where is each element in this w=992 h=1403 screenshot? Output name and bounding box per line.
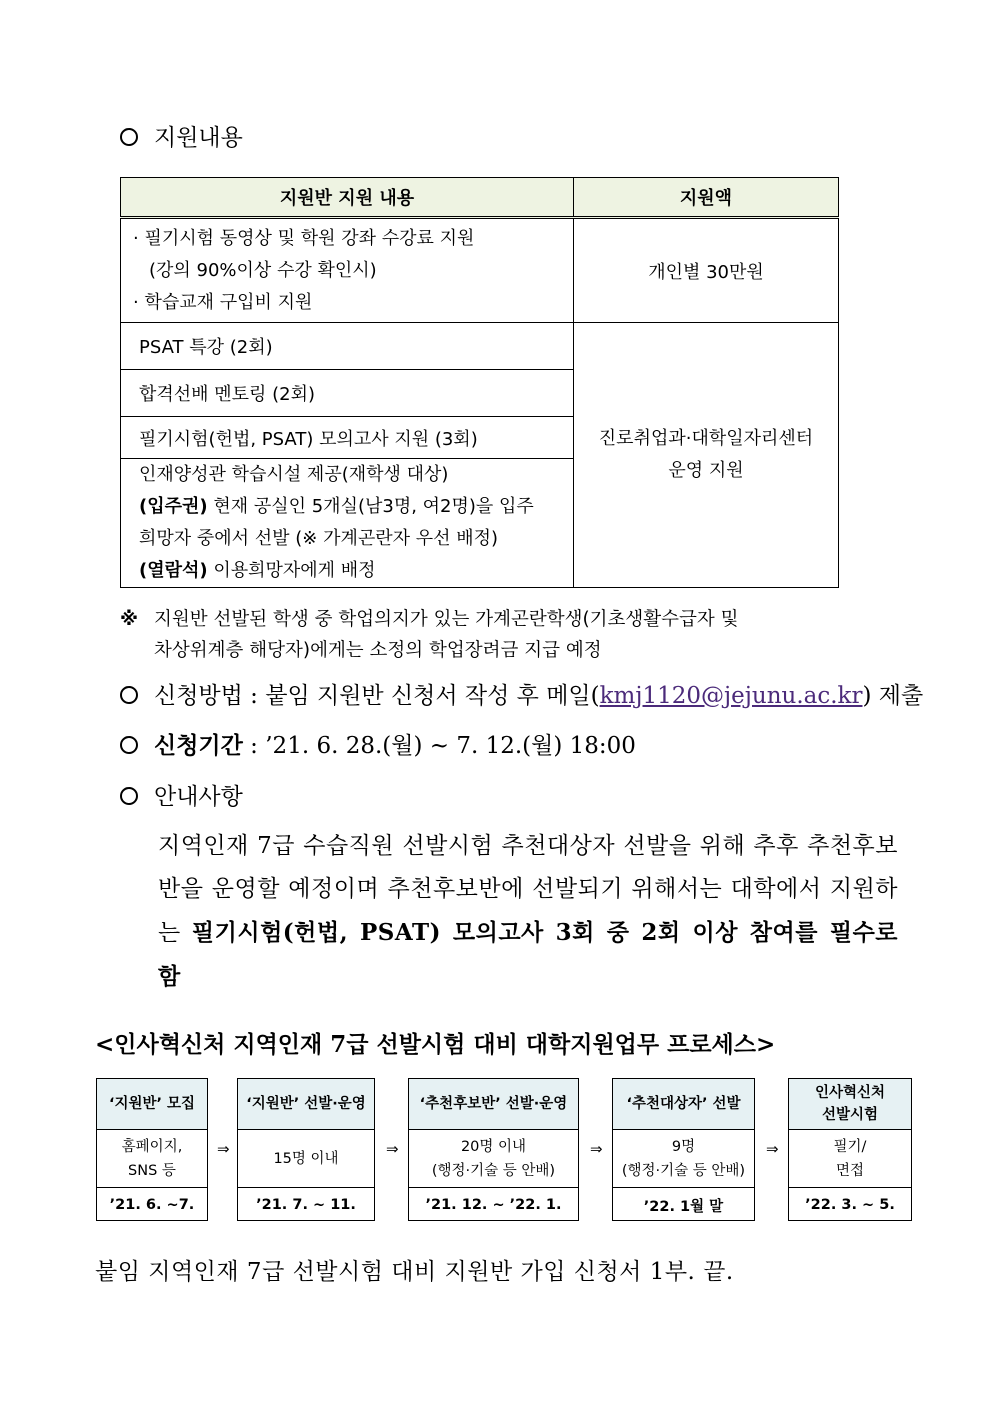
- row1-content: [121, 218, 574, 323]
- header-amount: 지원액: [574, 178, 839, 218]
- step-head: ‘추천대상자’ 선발: [613, 1079, 754, 1130]
- section-support-heading: [120, 123, 243, 153]
- step-head: ‘지원반’ 모집: [97, 1079, 207, 1130]
- row1-line: · 학습교재 구입비 지원: [133, 291, 313, 313]
- facility-line: [139, 491, 559, 523]
- section-title: 지원내용: [154, 125, 243, 151]
- row1-line: (강의 90%이상 수강 확인시): [149, 259, 377, 281]
- step-body-line: (행정·기술 등 안배): [431, 1162, 556, 1179]
- guide-heading: [120, 782, 243, 812]
- step-body-line: 20명 이내: [460, 1138, 527, 1155]
- process-step-candidate-class: [408, 1078, 579, 1221]
- right-arrow-icon: ⇒: [217, 1140, 230, 1158]
- row-mentoring: 합격선배 멘토링 (2회): [121, 370, 574, 417]
- guide-emphasis: 필기시험(헌법, PSAT) 모의고사 3회 중 2회 이상 참여를 필수로 함: [158, 919, 899, 990]
- step-body: [789, 1130, 911, 1188]
- step-body-line: 필기/: [833, 1138, 867, 1155]
- circle-bullet-icon: [120, 787, 138, 805]
- step-body: [613, 1130, 754, 1188]
- facility-line: 희망자 중에서 선발 (※ 가계곤란자 우선 배정): [139, 528, 499, 549]
- note-mark: ※: [120, 609, 138, 630]
- process-title: <인사혁신처 지역인재 7급 선발시험 대비 대학지원업무 프로세스>: [95, 1031, 776, 1058]
- step-head: 인사혁신처 선발시험: [789, 1079, 911, 1130]
- process-step-recruit: [96, 1078, 208, 1221]
- header-content: 지원반 지원 내용: [121, 178, 574, 218]
- step-body: [238, 1130, 374, 1188]
- apply-method: [120, 681, 923, 711]
- merged-amount-line: 운영 지원: [668, 460, 744, 481]
- right-arrow-icon: ⇒: [590, 1140, 603, 1158]
- facility-text: 이용희망자에게 배정: [207, 560, 376, 581]
- support-table: [120, 177, 839, 588]
- step-period: ’21. 6. ~7.: [109, 1197, 195, 1213]
- right-arrow-icon: ⇒: [766, 1140, 779, 1158]
- apply-method-suffix: ) 제출: [862, 683, 924, 709]
- facility-line: [139, 555, 559, 587]
- table-row: [121, 218, 839, 323]
- note-line: 지원반 선발된 학생 중 학업의지가 있는 가계곤란학생(기초생활수급자 및: [154, 609, 739, 630]
- merged-amount-cell: [574, 323, 839, 588]
- facility-text: 현재 공실인 5개실(남3명, 여2명)을 입주: [207, 496, 534, 517]
- guide-text: 지역인재 7급 수습직원 선발시험 추천대상자 선발을 위해 추후 추천후보반을 운영할 예정이며 추천후보반에 선발되기 위해서는 대학에서 지원하는: [158, 833, 898, 946]
- step-body-line: 홈페이지,: [121, 1138, 183, 1155]
- guide-title: 안내사항: [154, 784, 243, 810]
- step-body-line: 면접: [835, 1162, 864, 1179]
- row1-amount: 개인별 30만원: [574, 218, 839, 323]
- facility-line: 인재양성관 학습시설 제공(재학생 대상): [139, 464, 449, 485]
- table-row: [121, 323, 839, 370]
- step-period: ’21. 7. ~ 11.: [256, 1197, 356, 1213]
- label-resident: (입주권): [139, 496, 208, 517]
- process-step-exam: [788, 1078, 912, 1221]
- step-head: ‘지원반’ 선발·운영: [238, 1079, 374, 1130]
- step-body-line: 15명 이내: [273, 1150, 339, 1167]
- email-link[interactable]: kmj1120@jejunu.ac.kr: [599, 683, 863, 709]
- circle-bullet-icon: [120, 128, 138, 146]
- step-body-line: (행정·기술 등 안배): [621, 1162, 746, 1179]
- note-line: 차상위계층 해당자)에게는 소정의 학업장려금 지급 예정: [154, 640, 602, 661]
- note: [120, 604, 739, 666]
- row-mock-exam: 필기시험(헌법, PSAT) 모의고사 지원 (3회): [121, 417, 574, 459]
- row1-line: · 필기시험 동영상 및 학원 강좌 수강료 지원: [133, 227, 475, 249]
- row-psat: PSAT 특강 (2회): [121, 323, 574, 370]
- circle-bullet-icon: [120, 736, 138, 754]
- merged-amount-line: 진로취업과·대학일자리센터: [598, 428, 814, 449]
- apply-period-label: 신청기간: [154, 732, 243, 759]
- step-period: ’22. 1월 말: [643, 1198, 724, 1215]
- row-study-facility: [121, 459, 574, 588]
- attachment-line: 붙임 지역인재 7급 선발시험 대비 지원반 가입 신청서 1부. 끝.: [95, 1259, 734, 1285]
- apply-method-label: 신청방법 : 붙임 지원반 신청서 작성 후 메일(: [154, 683, 600, 709]
- process-step-recommend: [612, 1078, 755, 1221]
- circle-bullet-icon: [120, 686, 138, 704]
- step-body: [97, 1130, 207, 1188]
- guide-paragraph: [158, 825, 898, 999]
- step-body-line: 9명: [671, 1138, 696, 1155]
- step-head: ‘추천후보반’ 선발·운영: [409, 1079, 578, 1130]
- step-period: ’22. 3. ~ 5.: [805, 1197, 895, 1213]
- label-reading-seat: (열람석): [139, 560, 208, 581]
- process-step-select: [237, 1078, 375, 1221]
- right-arrow-icon: ⇒: [386, 1140, 399, 1158]
- table-header-row: [121, 178, 839, 218]
- step-body-line: SNS 등: [128, 1162, 176, 1179]
- step-period: ’21. 12. ~ ’22. 1.: [425, 1197, 562, 1213]
- step-body: [409, 1130, 578, 1188]
- apply-period: [120, 731, 636, 761]
- apply-period-value: : ’21. 6. 28.(월) ~ 7. 12.(월) 18:00: [242, 733, 636, 759]
